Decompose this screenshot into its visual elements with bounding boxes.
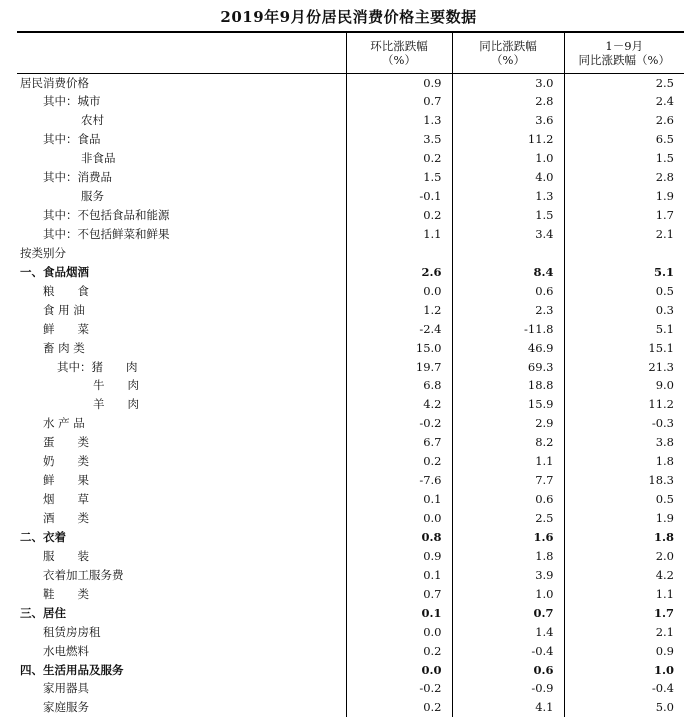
table-row bbox=[17, 338, 684, 357]
row-label: 一、食品烟酒 bbox=[20, 264, 89, 279]
cell-yoy: -11.8 bbox=[452, 319, 564, 338]
cell-yoy: 1.5 bbox=[452, 206, 564, 225]
table-row bbox=[17, 528, 684, 547]
cell-ytd: 2.8 bbox=[564, 168, 684, 187]
header-ytd bbox=[564, 32, 684, 73]
cell-mom: -0.1 bbox=[346, 187, 452, 206]
cell-yoy: 18.8 bbox=[452, 376, 564, 395]
cell-ytd: 1.7 bbox=[564, 603, 684, 622]
table-row bbox=[17, 149, 684, 168]
cell-yoy: 3.4 bbox=[452, 225, 564, 244]
cell-yoy: 2.8 bbox=[452, 92, 564, 111]
cell-ytd: 0.3 bbox=[564, 300, 684, 319]
row-label: 牛 肉 bbox=[93, 378, 139, 393]
cell-yoy: 1.0 bbox=[452, 149, 564, 168]
cell-ytd: 1.8 bbox=[564, 452, 684, 471]
cell-mom: 0.2 bbox=[346, 452, 452, 471]
cell-ytd bbox=[564, 243, 684, 262]
cpi-table bbox=[17, 31, 684, 717]
cell-mom: -7.6 bbox=[346, 471, 452, 490]
cell-ytd: 1.5 bbox=[564, 149, 684, 168]
cell-ytd: -0.3 bbox=[564, 414, 684, 433]
cell-ytd: 1.7 bbox=[564, 206, 684, 225]
cell-mom: 6.8 bbox=[346, 376, 452, 395]
cell-ytd: 2.5 bbox=[564, 73, 684, 92]
table-row bbox=[17, 206, 684, 225]
cell-mom: 0.2 bbox=[346, 641, 452, 660]
cell-mom: 0.9 bbox=[346, 546, 452, 565]
cell-ytd: 1.1 bbox=[564, 584, 684, 603]
table-row bbox=[17, 565, 684, 584]
row-label: 鲜 果 bbox=[43, 473, 89, 488]
cell-yoy: 1.8 bbox=[452, 546, 564, 565]
header-yoy-line2: （%） bbox=[491, 52, 525, 67]
cell-ytd: 5.1 bbox=[564, 262, 684, 281]
table-row bbox=[17, 300, 684, 319]
cell-mom: 1.1 bbox=[346, 225, 452, 244]
cell-mom bbox=[346, 243, 452, 262]
row-label: 非食品 bbox=[81, 151, 116, 166]
cell-yoy: 1.6 bbox=[452, 528, 564, 547]
cell-ytd: 2.4 bbox=[564, 92, 684, 111]
table-row bbox=[17, 243, 684, 262]
table-row bbox=[17, 414, 684, 433]
table-row bbox=[17, 603, 684, 622]
cell-yoy: 3.9 bbox=[452, 565, 564, 584]
cell-yoy: 1.1 bbox=[452, 452, 564, 471]
table-row bbox=[17, 660, 684, 679]
row-label: 烟 草 bbox=[43, 492, 89, 507]
cell-yoy: 8.4 bbox=[452, 262, 564, 281]
cell-mom: 0.0 bbox=[346, 281, 452, 300]
header-mom-line1: 环比涨跌幅 bbox=[370, 38, 428, 53]
cell-ytd: 1.0 bbox=[564, 660, 684, 679]
table-row bbox=[17, 679, 684, 698]
row-label: 鲜 菜 bbox=[43, 321, 89, 336]
table-row bbox=[17, 546, 684, 565]
cell-mom: 0.1 bbox=[346, 565, 452, 584]
row-label: 其中：城市 bbox=[43, 94, 101, 109]
cell-ytd: 21.3 bbox=[564, 357, 684, 376]
table-row bbox=[17, 452, 684, 471]
row-label: 鞋 类 bbox=[43, 586, 89, 601]
row-label: 蛋 类 bbox=[43, 435, 89, 450]
cell-ytd: 9.0 bbox=[564, 376, 684, 395]
cell-ytd: 3.8 bbox=[564, 433, 684, 452]
row-label: 水电燃料 bbox=[43, 643, 89, 658]
cell-ytd: 0.5 bbox=[564, 490, 684, 509]
table-row bbox=[17, 187, 684, 206]
cell-yoy: 1.3 bbox=[452, 187, 564, 206]
cell-mom: -2.4 bbox=[346, 319, 452, 338]
header-mom bbox=[346, 32, 452, 73]
row-label: 三、居住 bbox=[20, 605, 66, 620]
cell-ytd: 18.3 bbox=[564, 471, 684, 490]
row-label: 家庭服务 bbox=[43, 700, 89, 715]
header-row bbox=[17, 32, 684, 73]
row-label: 酒 类 bbox=[43, 511, 89, 526]
cell-ytd: 11.2 bbox=[564, 395, 684, 414]
row-label: 其中：消费品 bbox=[43, 170, 112, 185]
row-label: 二、衣着 bbox=[20, 529, 66, 544]
cell-yoy: -0.4 bbox=[452, 641, 564, 660]
cell-ytd: 6.5 bbox=[564, 130, 684, 149]
row-label: 粮 食 bbox=[43, 283, 89, 298]
cell-mom: -0.2 bbox=[346, 679, 452, 698]
row-label: 畜 肉 类 bbox=[43, 340, 85, 355]
row-label: 租赁房房租 bbox=[43, 624, 101, 639]
row-label: 食 用 油 bbox=[43, 302, 85, 317]
cell-ytd: -0.4 bbox=[564, 679, 684, 698]
table-row bbox=[17, 471, 684, 490]
cell-mom: 1.5 bbox=[346, 168, 452, 187]
table-row bbox=[17, 641, 684, 660]
table-row bbox=[17, 490, 684, 509]
table-row bbox=[17, 168, 684, 187]
cell-mom: 3.5 bbox=[346, 130, 452, 149]
table-row bbox=[17, 622, 684, 641]
cell-yoy: -0.9 bbox=[452, 679, 564, 698]
table-row bbox=[17, 584, 684, 603]
cell-mom: 1.2 bbox=[346, 300, 452, 319]
cell-yoy: 8.2 bbox=[452, 433, 564, 452]
cell-ytd: 4.2 bbox=[564, 565, 684, 584]
cell-yoy: 0.7 bbox=[452, 603, 564, 622]
table-row bbox=[17, 319, 684, 338]
cell-mom: 0.8 bbox=[346, 528, 452, 547]
row-label: 家用器具 bbox=[43, 681, 89, 696]
cell-mom: -0.2 bbox=[346, 414, 452, 433]
header-blank bbox=[17, 32, 346, 73]
row-label: 其中：不包括鲜菜和鲜果 bbox=[43, 226, 170, 241]
cell-yoy: 0.6 bbox=[452, 490, 564, 509]
cell-yoy: 2.5 bbox=[452, 509, 564, 528]
table-row bbox=[17, 433, 684, 452]
cell-yoy: 0.6 bbox=[452, 281, 564, 300]
row-label: 服 装 bbox=[43, 548, 89, 563]
cell-mom: 0.7 bbox=[346, 584, 452, 603]
row-label: 居民消费价格 bbox=[20, 75, 89, 90]
table-row bbox=[17, 698, 684, 717]
row-label: 农村 bbox=[81, 113, 104, 128]
cell-mom: 0.0 bbox=[346, 660, 452, 679]
cell-mom: 0.0 bbox=[346, 622, 452, 641]
cell-yoy: 0.6 bbox=[452, 660, 564, 679]
cell-mom: 19.7 bbox=[346, 357, 452, 376]
cell-yoy: 46.9 bbox=[452, 338, 564, 357]
cell-mom: 0.1 bbox=[346, 603, 452, 622]
cell-yoy: 11.2 bbox=[452, 130, 564, 149]
table-row bbox=[17, 73, 684, 92]
cell-yoy: 4.0 bbox=[452, 168, 564, 187]
page-title: 2019年9月份居民消费价格主要数据 bbox=[220, 8, 477, 26]
cell-yoy: 7.7 bbox=[452, 471, 564, 490]
cell-yoy bbox=[452, 243, 564, 262]
header-yoy bbox=[452, 32, 564, 73]
row-label: 奶 类 bbox=[43, 454, 89, 469]
table-row bbox=[17, 111, 684, 130]
cell-yoy: 3.0 bbox=[452, 73, 564, 92]
row-label: 羊 肉 bbox=[93, 397, 139, 412]
cell-yoy: 1.0 bbox=[452, 584, 564, 603]
header-mom-line2: （%） bbox=[382, 52, 416, 67]
row-label: 其中：不包括食品和能源 bbox=[43, 208, 170, 223]
cell-mom: 4.2 bbox=[346, 395, 452, 414]
table-row bbox=[17, 376, 684, 395]
row-label: 四、生活用品及服务 bbox=[20, 662, 124, 677]
cell-ytd: 15.1 bbox=[564, 338, 684, 357]
row-label: 衣着加工服务费 bbox=[43, 567, 124, 582]
row-label: 服务 bbox=[81, 189, 104, 204]
row-label: 按类别分 bbox=[20, 245, 66, 260]
cell-ytd: 2.6 bbox=[564, 111, 684, 130]
table-row bbox=[17, 130, 684, 149]
table-row bbox=[17, 225, 684, 244]
cell-mom: 1.3 bbox=[346, 111, 452, 130]
row-label: 水 产 品 bbox=[43, 416, 85, 431]
cell-ytd: 2.1 bbox=[564, 225, 684, 244]
table-row bbox=[17, 395, 684, 414]
cell-ytd: 1.8 bbox=[564, 528, 684, 547]
cell-yoy: 15.9 bbox=[452, 395, 564, 414]
cell-mom: 0.1 bbox=[346, 490, 452, 509]
table-row bbox=[17, 262, 684, 281]
cell-mom: 0.0 bbox=[346, 509, 452, 528]
table-row bbox=[17, 357, 684, 376]
cell-ytd: 0.5 bbox=[564, 281, 684, 300]
cell-yoy: 1.4 bbox=[452, 622, 564, 641]
table-header bbox=[17, 32, 684, 73]
table-body bbox=[17, 73, 684, 717]
header-ytd-line2: 同比涨跌幅（%） bbox=[578, 52, 670, 67]
header-yoy-line1: 同比涨跌幅 bbox=[479, 38, 537, 53]
cell-ytd: 5.1 bbox=[564, 319, 684, 338]
table-row bbox=[17, 509, 684, 528]
cell-ytd: 5.0 bbox=[564, 698, 684, 717]
cell-ytd: 2.0 bbox=[564, 546, 684, 565]
cell-yoy: 4.1 bbox=[452, 698, 564, 717]
cell-ytd: 2.1 bbox=[564, 622, 684, 641]
cell-mom: 2.6 bbox=[346, 262, 452, 281]
cell-yoy: 2.3 bbox=[452, 300, 564, 319]
cell-mom: 6.7 bbox=[346, 433, 452, 452]
cell-ytd: 1.9 bbox=[564, 187, 684, 206]
cell-yoy: 69.3 bbox=[452, 357, 564, 376]
cell-yoy: 3.6 bbox=[452, 111, 564, 130]
cell-ytd: 0.9 bbox=[564, 641, 684, 660]
row-label: 其中：猪 肉 bbox=[57, 359, 138, 374]
cell-mom: 0.9 bbox=[346, 73, 452, 92]
cell-ytd: 1.9 bbox=[564, 509, 684, 528]
cell-yoy: 2.9 bbox=[452, 414, 564, 433]
cell-mom: 0.2 bbox=[346, 698, 452, 717]
cell-mom: 15.0 bbox=[346, 338, 452, 357]
table-row bbox=[17, 92, 684, 111]
header-ytd-line1: 1－9月 bbox=[605, 38, 644, 53]
cell-mom: 0.2 bbox=[346, 149, 452, 168]
cell-mom: 0.2 bbox=[346, 206, 452, 225]
cell-mom: 0.7 bbox=[346, 92, 452, 111]
row-label: 其中：食品 bbox=[43, 132, 101, 147]
table-row bbox=[17, 281, 684, 300]
